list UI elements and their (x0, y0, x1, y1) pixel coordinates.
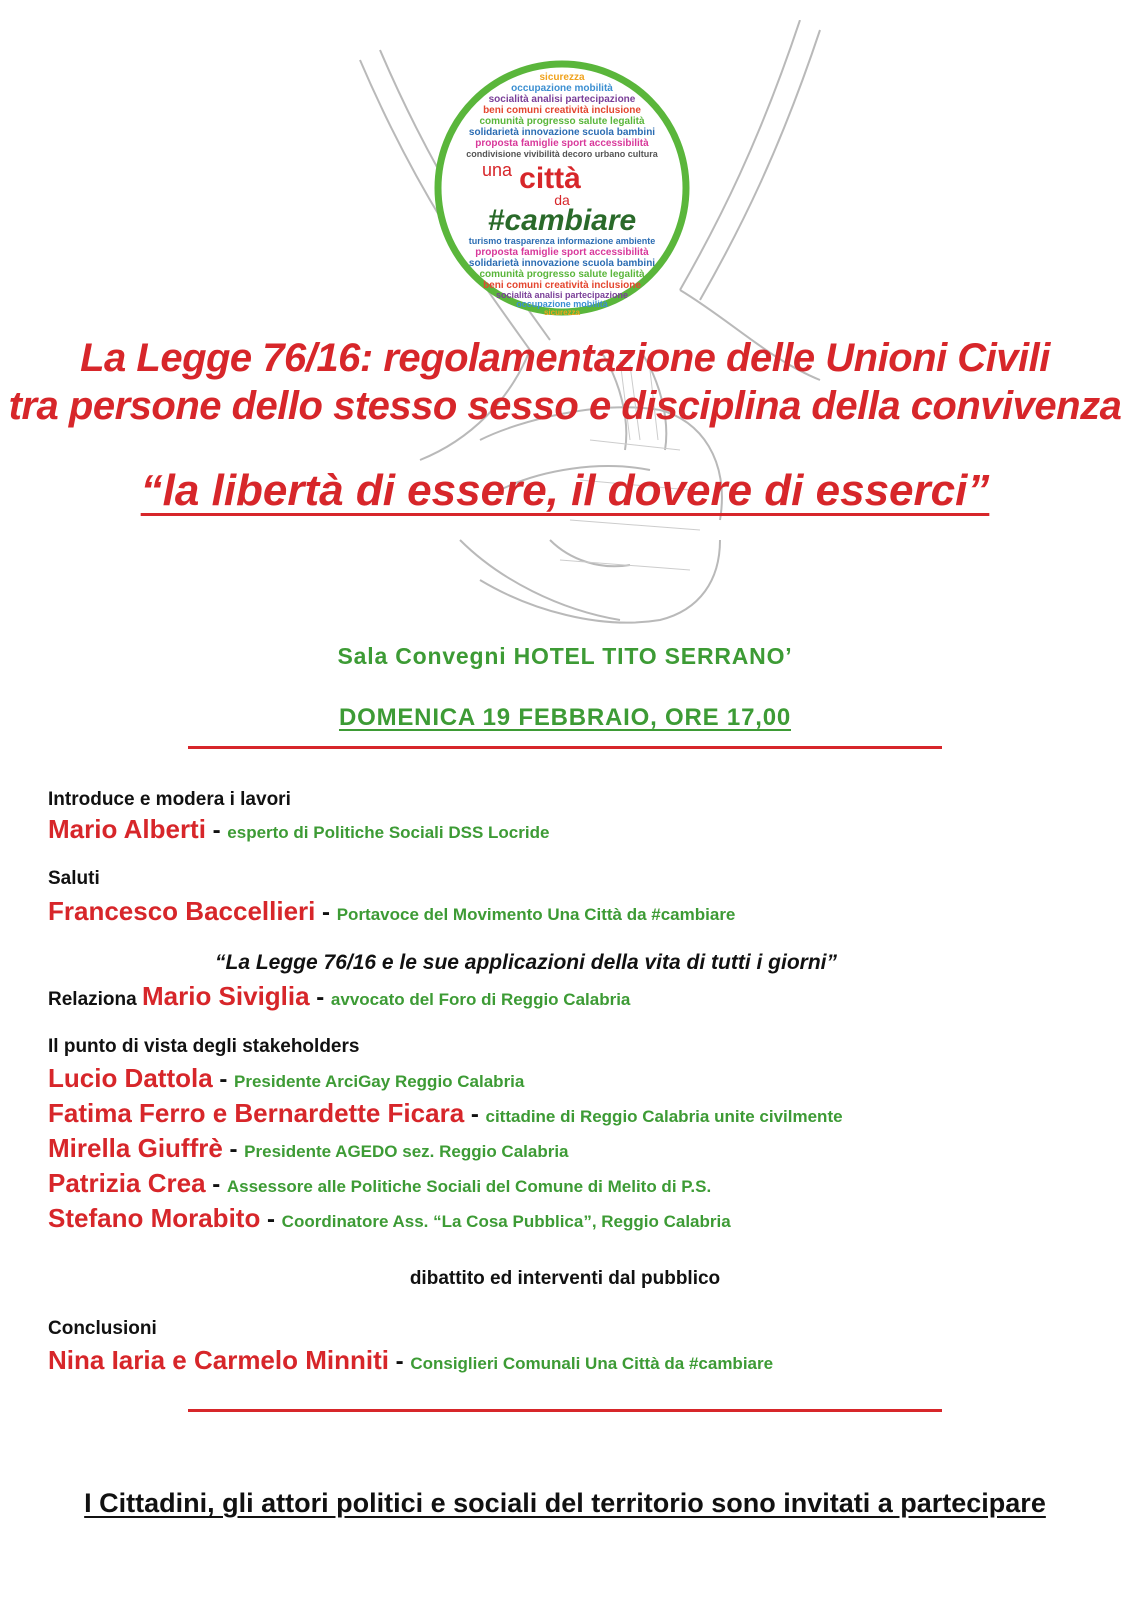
relazione-prefix: Relaziona (48, 989, 142, 1010)
logo-word: sicurezza (539, 72, 585, 83)
event-date-text: DOMENICA 19 FEBBRAIO, ORE 17,00 (338, 704, 791, 731)
stakeholder-speaker (48, 1133, 569, 1164)
speaker-name: Fatima Ferro e Bernardette Ficara (48, 1098, 465, 1128)
separator: - (212, 1066, 234, 1093)
title-line-2: tra persone dello stesso sesso e disciplina della convivenza (8, 384, 1122, 428)
logo-una: una (482, 160, 513, 180)
speaker-role: Consiglieri Comunali Una Città da #cambiare (410, 1354, 774, 1373)
talk-title: “La Legge 76/16 e le sue applicazioni della vita di tutti i giorni” (215, 951, 837, 974)
speaker-name: Mario Siviglia (141, 981, 310, 1011)
logo-word: socialità analisi partecipazione (488, 94, 636, 105)
event-date (0, 704, 1130, 732)
speaker-name: Francesco Baccellieri (48, 896, 316, 926)
title-line-1: La Legge 76/16: regolamentazione delle Unioni Civili (80, 336, 1050, 380)
logo-word: beni comuni creatività inclusione (483, 280, 641, 291)
logo-word: beni comuni creatività inclusione (483, 105, 641, 116)
speaker-name: Mario Alberti (48, 814, 206, 844)
separator: - (205, 1171, 227, 1198)
invitation-text: I Cittadini, gli attori politici e sociali del territorio sono invitati a partecipare (84, 1488, 1046, 1518)
speaker-name: Stefano Morabito (48, 1203, 261, 1233)
stakeholder-speaker (48, 1063, 524, 1094)
speaker-role: Assessore alle Politiche Sociali del Comune di Melito di P.S. (226, 1177, 712, 1196)
separator: - (315, 899, 337, 926)
speaker-role: avvocato del Foro di Reggio Calabria (330, 990, 631, 1009)
separator: - (222, 1136, 245, 1163)
motto (0, 466, 1130, 516)
logo-word: socialità analisi partecipazione (495, 290, 629, 300)
venue: Sala Convegni HOTEL TITO SERRANO’ (337, 643, 793, 669)
logo-word: solidarietà innovazione scuola bambini (468, 258, 656, 269)
stakeholder-speaker (48, 1168, 711, 1199)
conclusioni-label: Conclusioni (48, 1318, 157, 1339)
intro-label: Introduce e modera i lavori (48, 789, 291, 810)
saluti-speaker (48, 896, 735, 927)
speaker-role: Coordinatore Ass. “La Cosa Pubblica”, Reggio Calabria (281, 1212, 731, 1231)
logo-da: da (554, 192, 570, 208)
logo-citta: città (519, 162, 581, 195)
speaker-role: cittadine di Reggio Calabria unite civilmente (485, 1107, 843, 1126)
saluti-label: Saluti (48, 868, 100, 889)
divider-top (188, 746, 942, 749)
logo-word: proposta famiglie sport accessibilità (475, 247, 649, 258)
stakeholder-speaker (48, 1098, 843, 1129)
una-citta-da-cambiare-logo (432, 58, 692, 318)
speaker-role: Presidente ArciGay Reggio Calabria (234, 1072, 525, 1091)
logo-word: occupazione mobilità (516, 299, 608, 309)
speaker-name: Mirella Giuffrè (48, 1133, 223, 1163)
separator: - (464, 1101, 486, 1128)
separator: - (309, 984, 331, 1011)
separator: - (260, 1206, 282, 1233)
logo-word: comunità progresso salute legalità (479, 116, 645, 127)
logo-word: turismo trasparenza informazione ambiente (468, 236, 656, 246)
logo-word: condivisione vivibilità decoro urbano cultura (466, 149, 658, 159)
logo-word: solidarietà innovazione scuola bambini (468, 127, 656, 138)
speaker-role: Presidente AGEDO sez. Reggio Calabria (244, 1142, 569, 1161)
speaker-name: Patrizia Crea (48, 1168, 206, 1198)
divider-bottom (188, 1409, 942, 1412)
conclusioni-speaker (48, 1345, 773, 1376)
logo-word: occupazione mobilità (511, 83, 613, 94)
stakeholders-label: Il punto di vista degli stakeholders (48, 1036, 360, 1057)
logo-hashtag: #cambiare (487, 204, 637, 237)
intro-speaker (48, 814, 549, 845)
motto-text: “la libertà di essere, il dovere di esserci” (140, 466, 990, 515)
logo-word: comunità progresso salute legalità (479, 269, 645, 280)
speaker-name: Nina Iaria e Carmelo Minniti (48, 1345, 389, 1375)
speaker-name: Lucio Dattola (48, 1063, 213, 1093)
relazione-speaker (48, 981, 630, 1012)
stakeholder-speaker (48, 1203, 731, 1234)
speaker-role: esperto di Politiche Sociali DSS Locride (227, 823, 550, 842)
logo-word: sicurezza (543, 308, 581, 317)
debate-note: dibattito ed interventi dal pubblico (409, 1268, 721, 1289)
separator: - (388, 1348, 411, 1375)
speaker-role: Portavoce del Movimento Una Città da #cambiare (336, 905, 736, 924)
invitation (0, 1488, 1130, 1519)
separator: - (205, 817, 228, 844)
logo-word: proposta famiglie sport accessibilità (475, 138, 649, 149)
